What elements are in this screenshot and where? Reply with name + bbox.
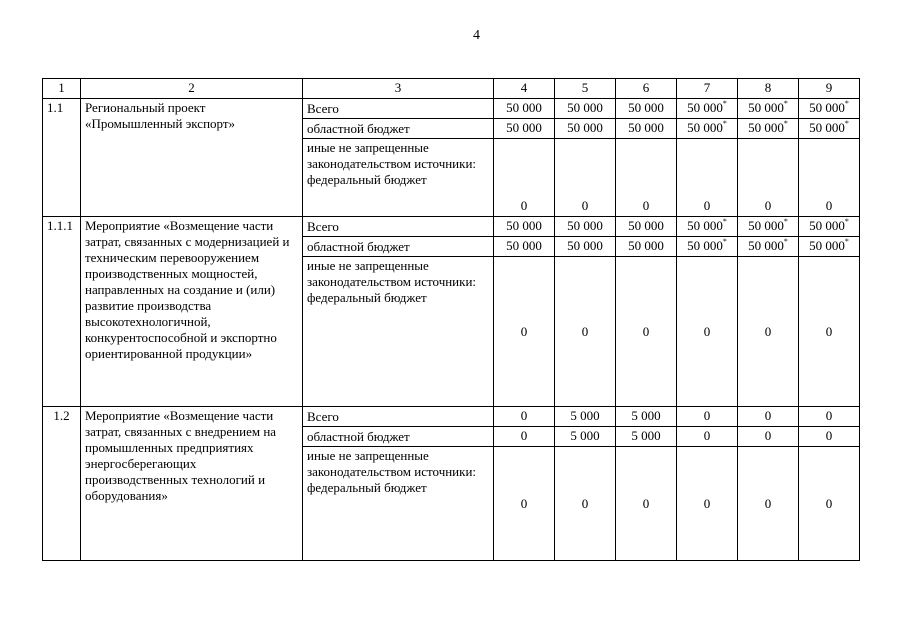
value-cell bbox=[494, 447, 555, 561]
value-text: 0 bbox=[703, 428, 711, 443]
value-cell bbox=[494, 99, 555, 119]
value-cell bbox=[555, 217, 616, 237]
value-text: 0 bbox=[764, 323, 772, 339]
value-cell bbox=[616, 257, 677, 407]
value-text: 5 000 bbox=[570, 408, 600, 423]
funding-source: иные не запрещенные законодательством источники: федеральный бюджет bbox=[303, 257, 494, 407]
value-text: 0 bbox=[581, 198, 589, 213]
value-text: 0 bbox=[520, 323, 528, 339]
value-text: 0 bbox=[703, 408, 711, 423]
value-text: 50 000 bbox=[506, 218, 542, 233]
budget-table bbox=[42, 78, 860, 561]
value-text: 0 bbox=[825, 428, 833, 443]
value-cell bbox=[494, 139, 555, 217]
value-text: 0 bbox=[520, 408, 528, 423]
funding-source: иные не запрещенные законодательством источники: федеральный бюджет bbox=[303, 447, 494, 561]
value-cell bbox=[738, 257, 799, 407]
value-text: 50 000 bbox=[748, 120, 784, 135]
value-cell bbox=[677, 407, 738, 427]
value-cell bbox=[677, 119, 738, 139]
value-cell bbox=[799, 447, 860, 561]
header-cell: 5 bbox=[555, 79, 616, 99]
value-text: 50 000 bbox=[567, 100, 603, 115]
value-cell bbox=[494, 257, 555, 407]
value-cell bbox=[555, 237, 616, 257]
value-cell bbox=[677, 427, 738, 447]
value-text: 50 000 bbox=[809, 238, 845, 253]
value-text: 50 000 bbox=[748, 218, 784, 233]
value-text: 0 bbox=[581, 495, 589, 511]
value-cell bbox=[616, 217, 677, 237]
value-text: 0 bbox=[825, 198, 833, 213]
value-text: 0 bbox=[764, 198, 772, 213]
value-cell bbox=[494, 119, 555, 139]
section-name: Мероприятие «Возмещение части затрат, связанных с модернизацией и техническим перевооружением производственных мощностей, направленных на создание и (или) развитие производства высокотехнологичной, конкурентоспособной и экспортно ориентированной продукции» bbox=[81, 217, 303, 407]
footnote-mark: * bbox=[722, 118, 727, 128]
value-cell bbox=[799, 217, 860, 237]
value-text: 0 bbox=[642, 323, 650, 339]
value-text: 50 000 bbox=[506, 100, 542, 115]
value-text: 50 000 bbox=[567, 218, 603, 233]
value-cell bbox=[738, 217, 799, 237]
value-text: 50 000 bbox=[687, 218, 723, 233]
value-cell bbox=[555, 427, 616, 447]
footnote-mark: * bbox=[783, 98, 788, 108]
table-row bbox=[43, 99, 860, 119]
value-text: 50 000 bbox=[748, 238, 784, 253]
value-cell bbox=[494, 217, 555, 237]
value-text: 0 bbox=[520, 428, 528, 443]
footnote-mark: * bbox=[844, 118, 849, 128]
header-cell: 2 bbox=[81, 79, 303, 99]
footnote-mark: * bbox=[783, 236, 788, 246]
value-cell bbox=[494, 407, 555, 427]
value-text: 50 000 bbox=[687, 238, 723, 253]
value-cell bbox=[738, 99, 799, 119]
header-row bbox=[43, 79, 860, 99]
section-name: Региональный проект «Промышленный экспорт» bbox=[81, 99, 303, 217]
value-cell bbox=[799, 237, 860, 257]
funding-source: Всего bbox=[303, 217, 494, 237]
value-text: 5 000 bbox=[570, 428, 600, 443]
value-cell bbox=[616, 99, 677, 119]
value-cell bbox=[738, 237, 799, 257]
value-text: 50 000 bbox=[506, 238, 542, 253]
value-cell bbox=[555, 447, 616, 561]
funding-source: иные не запрещенные законодательством источники: федеральный бюджет bbox=[303, 139, 494, 217]
value-text: 50 000 bbox=[628, 100, 664, 115]
value-text: 0 bbox=[825, 495, 833, 511]
value-cell bbox=[677, 447, 738, 561]
table-row bbox=[43, 217, 860, 237]
value-cell bbox=[555, 139, 616, 217]
funding-source: Всего bbox=[303, 99, 494, 119]
value-text: 50 000 bbox=[628, 218, 664, 233]
value-cell bbox=[677, 217, 738, 237]
value-cell bbox=[616, 139, 677, 217]
table-body bbox=[43, 79, 860, 561]
value-text: 50 000 bbox=[567, 238, 603, 253]
footnote-mark: * bbox=[844, 98, 849, 108]
value-cell bbox=[616, 447, 677, 561]
value-text: 0 bbox=[642, 198, 650, 213]
header-cell: 4 bbox=[494, 79, 555, 99]
value-cell bbox=[555, 119, 616, 139]
value-text: 0 bbox=[825, 408, 833, 423]
footnote-mark: * bbox=[844, 236, 849, 246]
footnote-mark: * bbox=[783, 216, 788, 226]
value-cell bbox=[738, 139, 799, 217]
value-cell bbox=[677, 99, 738, 119]
funding-source: Всего bbox=[303, 407, 494, 427]
value-text: 0 bbox=[703, 495, 711, 511]
header-cell: 8 bbox=[738, 79, 799, 99]
value-cell bbox=[677, 257, 738, 407]
header-cell: 7 bbox=[677, 79, 738, 99]
value-cell bbox=[616, 237, 677, 257]
header-cell: 6 bbox=[616, 79, 677, 99]
page-number: 4 bbox=[473, 28, 480, 43]
value-text: 50 000 bbox=[687, 120, 723, 135]
value-text: 0 bbox=[703, 198, 711, 213]
footnote-mark: * bbox=[844, 216, 849, 226]
value-cell bbox=[799, 119, 860, 139]
footnote-mark: * bbox=[722, 236, 727, 246]
value-cell bbox=[555, 99, 616, 119]
value-cell bbox=[555, 407, 616, 427]
header-cell: 3 bbox=[303, 79, 494, 99]
section-code: 1.1.1 bbox=[43, 217, 81, 407]
value-text: 50 000 bbox=[809, 120, 845, 135]
value-cell bbox=[677, 237, 738, 257]
value-text: 50 000 bbox=[628, 238, 664, 253]
section-code: 1.2 bbox=[43, 407, 81, 561]
header-cell: 9 bbox=[799, 79, 860, 99]
value-cell bbox=[738, 119, 799, 139]
value-text: 0 bbox=[764, 428, 772, 443]
value-cell bbox=[738, 407, 799, 427]
value-text: 50 000 bbox=[809, 100, 845, 115]
value-text: 0 bbox=[825, 323, 833, 339]
value-text: 0 bbox=[520, 495, 528, 511]
value-cell bbox=[799, 99, 860, 119]
value-text: 0 bbox=[520, 198, 528, 213]
value-cell bbox=[616, 427, 677, 447]
value-cell bbox=[616, 407, 677, 427]
value-text: 50 000 bbox=[748, 100, 784, 115]
value-text: 0 bbox=[581, 323, 589, 339]
section-name: Мероприятие «Возмещение части затрат, связанных с внедрением на промышленных предприятиях энергосберегающих производственных технологий и оборудования» bbox=[81, 407, 303, 561]
value-text: 50 000 bbox=[809, 218, 845, 233]
section-code: 1.1 bbox=[43, 99, 81, 217]
value-text: 50 000 bbox=[628, 120, 664, 135]
value-cell bbox=[616, 119, 677, 139]
footnote-mark: * bbox=[722, 216, 727, 226]
value-text: 0 bbox=[642, 495, 650, 511]
funding-source: областной бюджет bbox=[303, 427, 494, 447]
footnote-mark: * bbox=[783, 118, 788, 128]
value-text: 0 bbox=[703, 323, 711, 339]
header-cell: 1 bbox=[43, 79, 81, 99]
funding-source: областной бюджет bbox=[303, 237, 494, 257]
value-cell bbox=[738, 427, 799, 447]
funding-source: областной бюджет bbox=[303, 119, 494, 139]
value-cell bbox=[799, 257, 860, 407]
value-cell bbox=[799, 427, 860, 447]
value-cell bbox=[738, 447, 799, 561]
value-text: 5 000 bbox=[631, 408, 661, 423]
table-row bbox=[43, 407, 860, 427]
value-cell bbox=[494, 427, 555, 447]
value-cell bbox=[677, 139, 738, 217]
value-text: 50 000 bbox=[687, 100, 723, 115]
value-text: 50 000 bbox=[567, 120, 603, 135]
value-cell bbox=[799, 407, 860, 427]
value-cell bbox=[494, 237, 555, 257]
value-cell bbox=[555, 257, 616, 407]
value-text: 5 000 bbox=[631, 428, 661, 443]
value-text: 50 000 bbox=[506, 120, 542, 135]
value-cell bbox=[799, 139, 860, 217]
value-text: 0 bbox=[764, 408, 772, 423]
footnote-mark: * bbox=[722, 98, 727, 108]
value-text: 0 bbox=[764, 495, 772, 511]
